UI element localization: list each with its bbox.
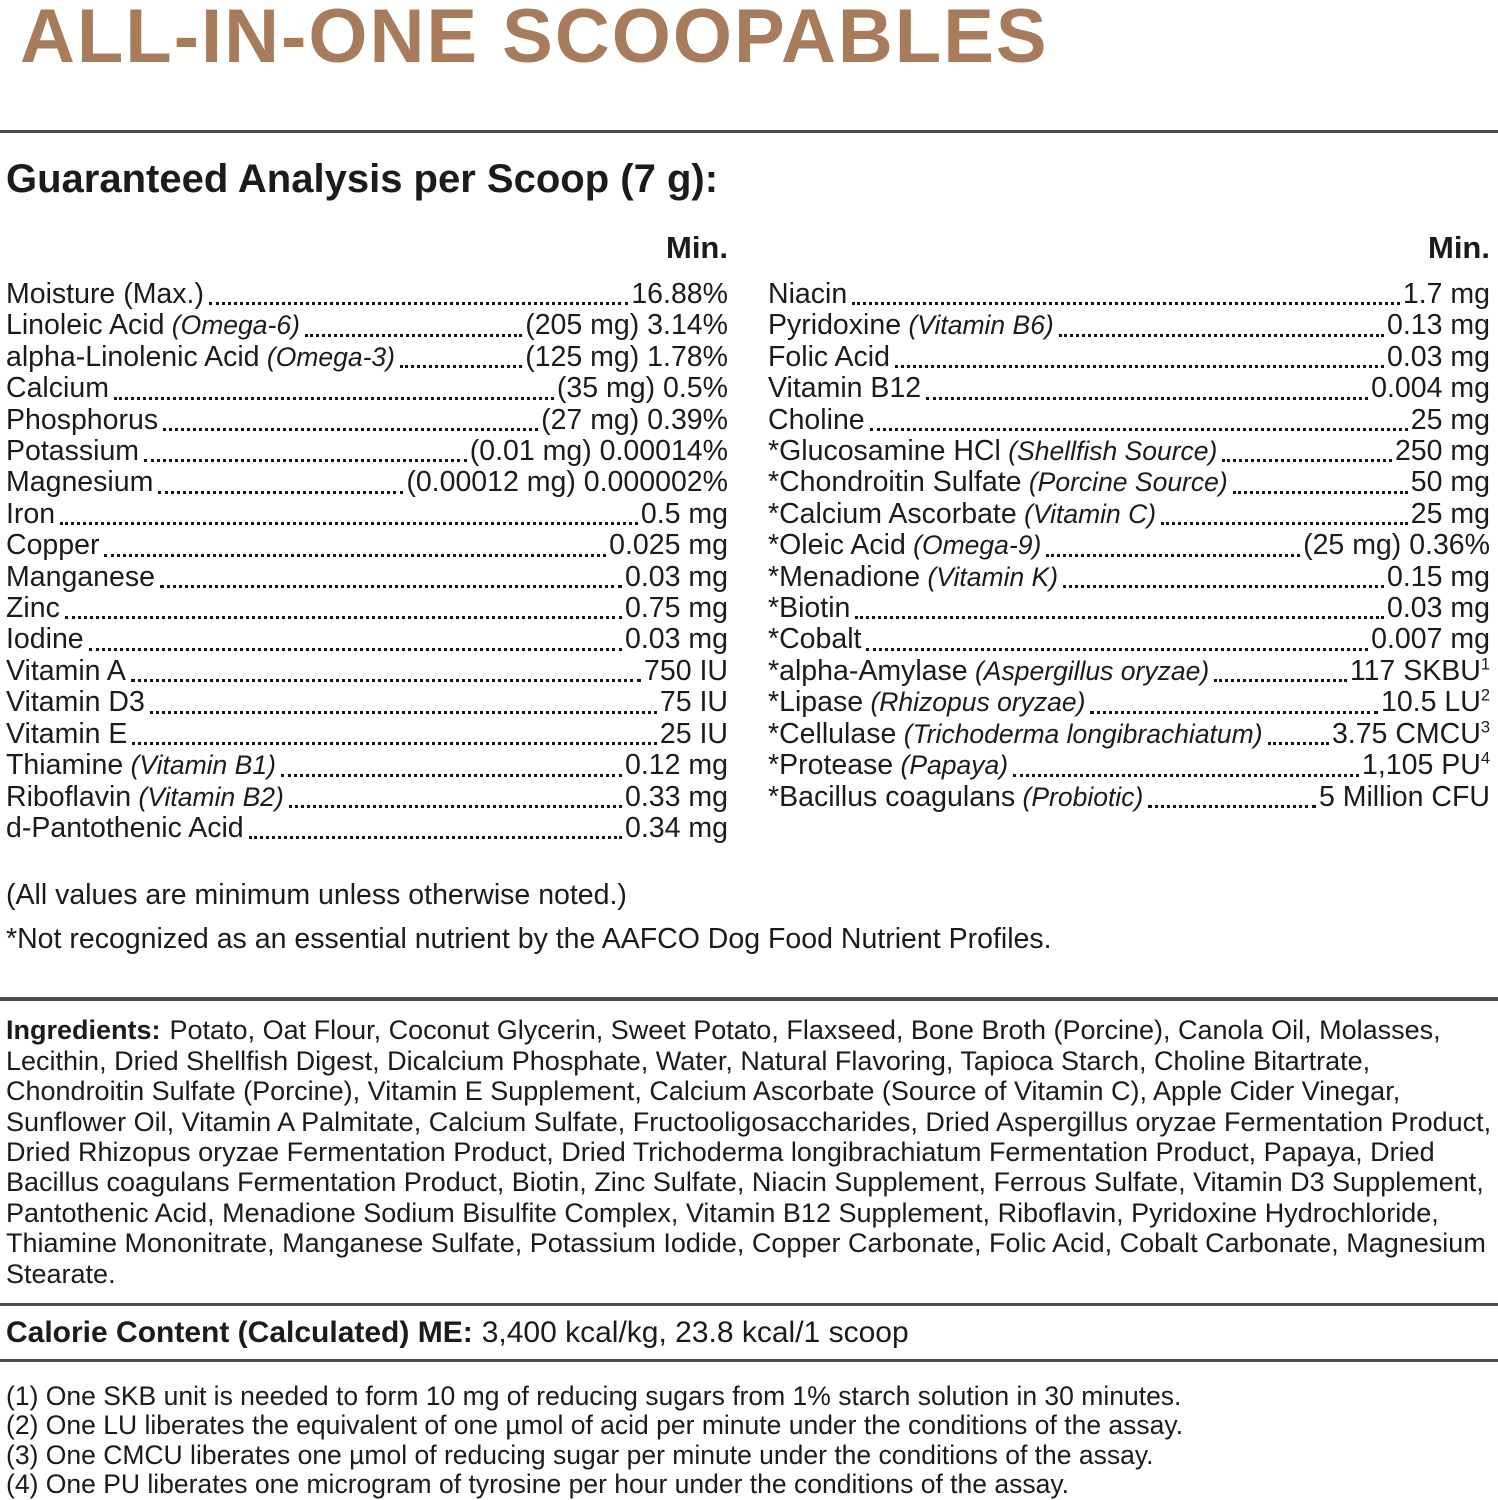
dot-leader xyxy=(305,310,522,336)
analysis-notes xyxy=(0,880,1498,955)
analysis-row xyxy=(768,436,1490,467)
analysis-row xyxy=(768,624,1490,655)
ingredients-text: Potato, Oat Flour, Coconut Glycerin, Sweet Potato, Flaxseed, Bone Broth (Porcine), Canola Oil, Molasses, Lecithin, Dried Shellfish Digest, Dicalcium Phosphate, Water, Natural Flavoring, Tapioca Starch, Choline Bitartrate, Chondroitin Sulfate (Porcine), Vitamin E Supplement, Calcium Ascorbate (Source of Vitamin C), Apple Cider Vinegar, Sunflower Oil, Vitamin A Palmitate, Calcium Sulfate, Fructooligosaccharides, Dried Aspergillus oryzae Fermentation Product, Dried Rhizopus oryzae Fermentation Product, Dried Trichoderma longibrachiatum Fermentation Product, Papaya, Dried Bacillus coagulans Fermentation Product, Biotin, Zinc Sulfate, Niacin Supplement, Ferrous Sulfate, Vitamin D3 Supplement, Pantothenic Acid, Menadione Sodium Bisulfite Complex, Vitamin B12 Supplement, Riboflavin, Pyridoxine Hydrochloride, Thiamine Mononitrate, Manganese Sulfate, Potassium Iodide, Copper Carbonate, Folic Acid, Cobalt Carbonate, Magnesium Stearate. xyxy=(6,1015,1492,1289)
analysis-row xyxy=(768,782,1490,813)
analysis-row xyxy=(768,687,1490,718)
nutrient-value: 0.15 mg xyxy=(1387,560,1490,593)
divider xyxy=(0,1359,1498,1362)
nutrient-value: 0.5 mg xyxy=(640,497,728,530)
dot-leader xyxy=(144,436,467,462)
calorie-content-line xyxy=(0,1316,1498,1349)
nutrient-value: 0.007 mg xyxy=(1371,623,1490,656)
nutrient-name: Riboflavin (Vitamin B2) xyxy=(6,780,284,813)
nutrient-value: 750 IU xyxy=(644,654,728,687)
analysis-row xyxy=(768,373,1490,404)
dot-leader xyxy=(870,405,1408,431)
nutrient-qualifier: (Vitamin B2) xyxy=(131,781,284,812)
analysis-row xyxy=(6,750,728,781)
analysis-row xyxy=(6,342,728,373)
nutrient-name: Pyridoxine (Vitamin B6) xyxy=(768,309,1054,342)
nutrient-value: 10.5 $LU^2$ xyxy=(1380,685,1490,719)
dot-leader xyxy=(1059,310,1384,336)
nutrient-qualifier: (Probiotic) xyxy=(1015,781,1144,812)
calorie-content-value: 3,400 kcal/kg, 23.8 kcal/1 scoop xyxy=(481,1315,909,1349)
nutrient-value: (0.01 mg) 0.00014% xyxy=(469,435,728,468)
analysis-row xyxy=(6,467,728,498)
analysis-row xyxy=(6,562,728,593)
nutrient-qualifier: (Omega-6) xyxy=(164,310,300,341)
dot-leader xyxy=(1214,656,1347,682)
nutrient-qualifier: (Vitamin K) xyxy=(920,561,1059,592)
nutrient-name: *Bacillus coagulans (Probiotic) xyxy=(768,780,1144,813)
nutrient-name: Folic Acid xyxy=(768,340,890,373)
nutrient-name: *Biotin xyxy=(768,592,851,625)
analysis-row xyxy=(768,719,1490,750)
analysis-row xyxy=(768,310,1490,341)
dot-leader xyxy=(852,279,1400,305)
min-column-header: Min. xyxy=(1428,230,1490,265)
analysis-row xyxy=(768,405,1490,436)
analysis-row xyxy=(6,436,728,467)
analysis-row xyxy=(6,530,728,561)
analysis-row xyxy=(768,467,1490,498)
nutrient-value: 0.13 mg xyxy=(1387,309,1490,342)
unit-footnotes xyxy=(0,1382,1498,1500)
dot-leader xyxy=(1013,750,1359,776)
nutrient-value: 0.025 mg xyxy=(609,529,728,562)
nutrient-name: Thiamine (Vitamin B1) xyxy=(6,749,276,782)
analysis-row xyxy=(768,656,1490,687)
dot-leader xyxy=(895,342,1384,368)
nutrient-value: 0.03 mg xyxy=(1387,592,1490,625)
analysis-row xyxy=(768,499,1490,530)
nutrient-qualifier: (Rhizopus oryzae) xyxy=(863,687,1086,718)
nutrient-qualifier: (Vitamin C) xyxy=(1016,498,1157,529)
nutrient-value: 50 mg xyxy=(1410,466,1490,499)
nutrient-value: 3.75 CMCU$^3$ xyxy=(1331,717,1490,750)
analysis-column-left xyxy=(6,231,728,844)
analysis-row xyxy=(6,782,728,813)
nutrient-value: 16.88% xyxy=(631,278,728,310)
nutrient-name: *Glucosamine HCl (Shellfish Source) xyxy=(768,435,1218,468)
analysis-row xyxy=(6,279,728,310)
nutrient-name: *Chondroitin Sulfate (Porcine Source) xyxy=(768,466,1228,499)
dot-leader xyxy=(926,373,1368,399)
nutrient-qualifier: (Vitamin B1) xyxy=(123,750,276,781)
dot-leader xyxy=(289,782,622,808)
dot-leader xyxy=(1268,719,1329,745)
nutrient-name: Niacin xyxy=(768,278,848,310)
nutrient-name: Copper xyxy=(6,529,100,562)
dot-leader xyxy=(866,624,1368,650)
calorie-content-label: Calorie Content (Calculated) ME: xyxy=(6,1315,473,1349)
analysis-row xyxy=(6,373,728,404)
nutrient-value: 117 SKBU$^1$ xyxy=(1349,654,1490,687)
dot-leader xyxy=(855,593,1384,619)
divider xyxy=(0,1303,1498,1306)
dot-leader xyxy=(60,499,638,525)
nutrient-name: Phosphorus xyxy=(6,403,159,436)
nutrient-name: *Cellulase (Trichoderma longibrachiatum) xyxy=(768,717,1263,750)
nutrient-name: Choline xyxy=(768,403,865,436)
text-line: (2) One LU liberates the equivalent of one µmol of acid per minute under the conditions of the assay. xyxy=(6,1410,1184,1441)
dot-leader xyxy=(400,342,522,368)
dot-leader xyxy=(104,530,606,556)
nutrient-value: (125 mg) 1.78% xyxy=(525,340,728,373)
nutrient-value: 0.004 mg xyxy=(1371,372,1490,405)
text-line: *Not recognized as an essential nutrient by the AAFCO Dog Food Nutrient Profiles. xyxy=(6,923,1052,956)
nutrient-name: Vitamin D3 xyxy=(6,686,145,719)
dot-leader xyxy=(1222,436,1392,462)
nutrient-value: 75 IU xyxy=(659,686,728,719)
nutrient-value: 250 mg xyxy=(1394,435,1490,468)
analysis-row xyxy=(6,499,728,530)
nutrient-name: Iodine xyxy=(6,623,84,656)
nutrient-name: *alpha-Amylase (Aspergillus oryzae) xyxy=(768,654,1210,687)
nutrient-name: Manganese xyxy=(6,560,155,593)
dot-leader xyxy=(132,719,656,745)
dot-leader xyxy=(65,593,622,619)
nutrient-qualifier: (Omega-3) xyxy=(259,341,395,372)
text-line: (All values are minimum unless otherwise noted.) xyxy=(6,879,627,912)
footnote-marker: 1 xyxy=(1480,654,1490,674)
dot-leader xyxy=(1148,782,1316,808)
page-title: ALL-IN-ONE SCOOPABLES xyxy=(20,0,1049,79)
nutrient-qualifier: (Vitamin B6) xyxy=(901,310,1054,341)
text-line: (4) One PU liberates one microgram of tyrosine per hour under the conditions of the assay. xyxy=(6,1469,1069,1500)
nutrient-value: 0.34 mg xyxy=(625,811,728,844)
analysis-rows-left xyxy=(6,279,728,844)
nutrient-qualifier: (Porcine Source) xyxy=(1021,467,1228,498)
nutrient-name: d-Pantothenic Acid xyxy=(6,811,244,844)
nutrient-qualifier: (Omega-9) xyxy=(905,530,1042,561)
nutrient-qualifier: (Papaya) xyxy=(893,750,1009,781)
analysis-row xyxy=(6,310,728,341)
dot-leader xyxy=(1090,687,1378,713)
nutrient-value: (25 mg) 0.36% xyxy=(1303,529,1490,562)
nutrient-name: *Lipase (Rhizopus oryzae) xyxy=(768,686,1086,719)
nutrient-value: 0.03 mg xyxy=(625,560,728,593)
dot-leader xyxy=(1046,530,1300,556)
footnote-marker: 2 xyxy=(1480,685,1490,705)
nutrient-value: 0.75 mg xyxy=(625,592,728,625)
dot-leader xyxy=(249,813,622,839)
nutrient-name: Calcium xyxy=(6,372,109,405)
nutrient-value: (0.00012 mg) 0.000002% xyxy=(406,466,728,499)
text-line: (3) One CMCU liberates one µmol of reducing sugar per minute under the conditions of the assay. xyxy=(6,1439,1154,1470)
divider xyxy=(0,130,1498,133)
nutrient-value: 25 mg xyxy=(1410,403,1490,436)
text-line: (1) One SKB unit is needed to form 10 mg of reducing sugars from 1% starch solution in 30 minutes. xyxy=(6,1380,1182,1411)
min-column-header: Min. xyxy=(666,230,728,265)
analysis-column-right xyxy=(768,231,1490,844)
nutrient-name: Vitamin E xyxy=(6,717,128,750)
nutrient-name: *Calcium Ascorbate (Vitamin C) xyxy=(768,497,1157,530)
analysis-row xyxy=(6,687,728,718)
nutrient-name: Vitamin A xyxy=(6,654,126,687)
nutrient-value: 0.12 mg xyxy=(625,749,728,782)
dot-leader xyxy=(1233,467,1408,493)
nutrient-value: (35 mg) 0.5% xyxy=(556,372,728,405)
nutrient-value: 0.03 mg xyxy=(625,623,728,656)
nutrient-value: 0.33 mg xyxy=(625,780,728,813)
analysis-row xyxy=(768,593,1490,624)
nutrient-name: *Cobalt xyxy=(768,623,862,656)
analysis-row xyxy=(768,279,1490,310)
dot-leader xyxy=(131,656,641,682)
nutrient-name: Iron xyxy=(6,497,56,530)
analysis-row xyxy=(6,624,728,655)
nutrient-name: Zinc xyxy=(6,592,60,625)
dot-leader xyxy=(160,562,622,588)
analysis-row xyxy=(768,530,1490,561)
dot-leader xyxy=(150,687,657,713)
dot-leader xyxy=(1063,562,1384,588)
dot-leader xyxy=(114,373,554,399)
nutrient-value: 0.03 mg xyxy=(1387,340,1490,373)
dot-leader xyxy=(158,467,403,493)
ingredients-paragraph xyxy=(0,1015,1498,1289)
analysis-row xyxy=(6,405,728,436)
nutrient-value: (27 mg) 0.39% xyxy=(541,403,728,436)
guaranteed-analysis-heading: Guaranteed Analysis per Scoop (7 g): xyxy=(6,157,719,201)
footnote-marker: 3 xyxy=(1480,717,1490,737)
nutrient-value: (205 mg) 3.14% xyxy=(525,309,728,342)
ingredients-label: Ingredients: xyxy=(6,1015,161,1046)
nutrient-name: Magnesium xyxy=(6,466,154,499)
nutrient-value: 1.7 mg xyxy=(1402,278,1490,310)
nutrient-value: 1,105 $PU^4$ xyxy=(1361,748,1490,782)
analysis-row xyxy=(768,342,1490,373)
analysis-row xyxy=(6,813,728,844)
dot-leader xyxy=(1161,499,1408,525)
nutrient-name: *Protease (Papaya) xyxy=(768,749,1009,782)
analysis-row xyxy=(768,562,1490,593)
nutrient-value: 25 IU xyxy=(659,717,728,750)
dot-leader xyxy=(209,279,628,305)
analysis-table xyxy=(0,231,1498,844)
dot-leader xyxy=(281,750,622,776)
nutrient-name: *Menadione (Vitamin K) xyxy=(768,560,1059,593)
nutrient-name: Linoleic Acid (Omega-6) xyxy=(6,309,300,342)
nutrient-value: 25 mg xyxy=(1410,497,1490,530)
footnote-marker: 4 xyxy=(1480,748,1490,768)
nutrient-qualifier: (Shellfish Source) xyxy=(1000,436,1218,467)
analysis-rows-right xyxy=(768,279,1490,813)
nutrient-name: Moisture (Max.) xyxy=(6,278,204,310)
analysis-row xyxy=(6,656,728,687)
analysis-row xyxy=(6,719,728,750)
nutrient-value: 5 Million CFU xyxy=(1318,780,1490,813)
nutrient-name: Vitamin B12 xyxy=(768,372,922,405)
nutrient-name: Potassium xyxy=(6,435,140,468)
nutrient-qualifier: (Aspergillus oryzae) xyxy=(967,655,1210,686)
dot-leader xyxy=(163,405,538,431)
analysis-row xyxy=(6,593,728,624)
dot-leader xyxy=(89,624,622,650)
nutrient-name: *Oleic Acid (Omega-9) xyxy=(768,529,1042,562)
nutrient-name: alpha-Linolenic Acid (Omega-3) xyxy=(6,340,395,373)
analysis-row xyxy=(768,750,1490,781)
nutrient-qualifier: (Trichoderma longibrachiatum) xyxy=(896,718,1263,749)
divider xyxy=(0,997,1498,1001)
